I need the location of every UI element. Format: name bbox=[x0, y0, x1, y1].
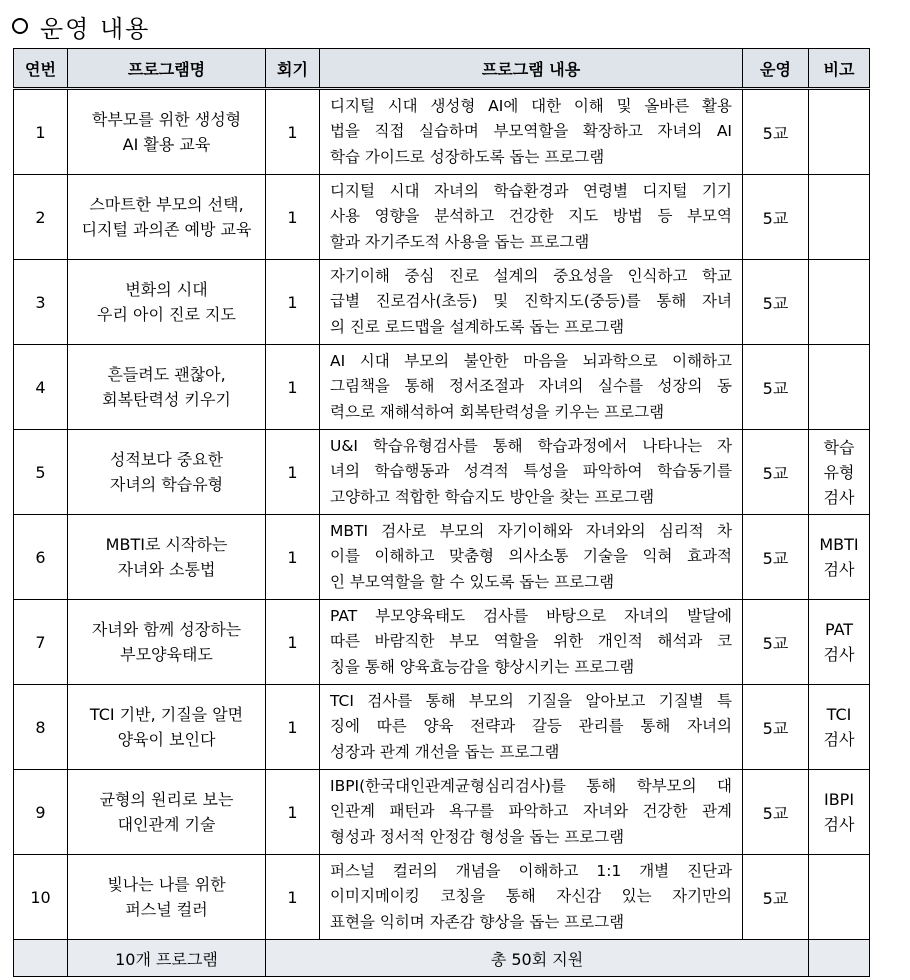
header-name: 프로그램명 bbox=[68, 49, 266, 89]
header-desc: 프로그램 내용 bbox=[320, 49, 743, 89]
table-row bbox=[14, 260, 870, 345]
program-name-line: TCI 기반, 기질을 알면 bbox=[89, 705, 244, 724]
note-line: 검사 bbox=[823, 730, 855, 749]
row-no: 8 bbox=[14, 685, 68, 770]
note-line: MBTI bbox=[819, 535, 859, 554]
footer-empty-note bbox=[809, 940, 870, 977]
row-round: 1 bbox=[266, 260, 320, 345]
program-desc-line: 이를 이해하고 맞춤형 의사소통 기술을 익혀 효과적 bbox=[330, 547, 732, 566]
row-note bbox=[809, 515, 870, 600]
row-note bbox=[809, 260, 870, 345]
table-body bbox=[14, 89, 870, 940]
row-round: 1 bbox=[266, 600, 320, 685]
table-header-row bbox=[14, 49, 870, 89]
row-round: 1 bbox=[266, 770, 320, 855]
program-desc-line: 따른 바람직한 부모 역할을 위한 개인적 해석과 코 bbox=[330, 632, 732, 651]
row-no: 5 bbox=[14, 430, 68, 515]
table-row bbox=[14, 345, 870, 430]
row-operation: 5교 bbox=[743, 600, 809, 685]
row-program-name bbox=[68, 515, 266, 600]
row-program-desc bbox=[320, 770, 743, 855]
note-line: 학습 bbox=[823, 437, 855, 457]
program-name-line: 변화의 시대 bbox=[125, 280, 208, 299]
table-footer-row bbox=[14, 940, 870, 977]
note-line: TCI bbox=[826, 705, 852, 724]
program-desc-line: 징에 따른 양육 전략과 갈등 관리를 통해 자녀의 bbox=[330, 717, 732, 736]
header-round: 회기 bbox=[266, 49, 320, 89]
program-desc-line: 표현을 익히며 자존감 향상을 돕는 프로그램 bbox=[330, 912, 625, 931]
row-note bbox=[809, 685, 870, 770]
program-desc-line: 의 진로 로드맵을 설계하도록 돕는 프로그램 bbox=[330, 317, 625, 336]
row-program-name bbox=[68, 685, 266, 770]
row-operation: 5교 bbox=[743, 515, 809, 600]
program-name-line: 디지털 과의존 예방 교육 bbox=[81, 220, 252, 239]
table-row bbox=[14, 685, 870, 770]
program-name-line: 균형의 원리로 보는 bbox=[99, 790, 234, 809]
table-row bbox=[14, 855, 870, 940]
row-program-name bbox=[68, 600, 266, 685]
row-no: 10 bbox=[14, 855, 68, 940]
table-row bbox=[14, 175, 870, 260]
program-name-line: 부모양육태도 bbox=[120, 645, 213, 664]
program-desc-line: 인관계 패턴과 욕구를 파악하고 자녀와 건강한 관계 bbox=[330, 802, 732, 821]
program-desc-line: PAT 부모양육태도 검사를 바탕으로 자녀의 발달에 bbox=[330, 606, 732, 625]
row-note bbox=[809, 600, 870, 685]
program-name-line: 성적보다 중요한 bbox=[109, 450, 224, 469]
row-round: 1 bbox=[266, 345, 320, 430]
row-program-desc bbox=[320, 430, 743, 515]
note-line: IBPI bbox=[823, 790, 855, 809]
program-desc-line: 그림책을 통해 정서조절과 자녀의 실수를 성장의 동 bbox=[330, 377, 732, 396]
program-desc-line: U&I 학습유형검사를 통해 학습과정에서 나타나는 자 bbox=[330, 436, 732, 455]
program-desc-line: 사용 영향을 분석하고 건강한 지도 방법 등 부모역 bbox=[330, 207, 732, 226]
program-desc-line: 퍼스널 컬러의 개념을 이해하고 1:1 개별 진단과 bbox=[330, 861, 732, 880]
row-round: 1 bbox=[266, 515, 320, 600]
table-row bbox=[14, 770, 870, 855]
row-no: 3 bbox=[14, 260, 68, 345]
row-program-name bbox=[68, 770, 266, 855]
footer-total: 총 50회 지원 bbox=[266, 940, 809, 977]
section-title bbox=[12, 8, 150, 44]
program-desc-line: 고양하고 적합한 학습지도 방안을 찾는 프로그램 bbox=[330, 487, 655, 506]
program-desc-line: 력으로 재해석하여 회복탄력성을 키우는 프로그램 bbox=[330, 402, 665, 421]
row-program-desc bbox=[320, 685, 743, 770]
row-note bbox=[809, 89, 870, 175]
program-name-line: MBTI로 시작하는 bbox=[105, 535, 228, 554]
program-desc-line: 법을 직접 실습하며 부모역할을 확장하고 자녀의 AI bbox=[330, 122, 732, 141]
row-program-name bbox=[68, 345, 266, 430]
program-desc-line: TCI 검사를 통해 부모의 기질을 알아보고 기질별 특 bbox=[330, 691, 732, 710]
program-desc-line: 디지털 시대 자녀의 학습환경과 연령별 디지털 기기 bbox=[330, 181, 732, 200]
program-name-line: 자녀와 소통법 bbox=[117, 560, 216, 579]
row-no: 6 bbox=[14, 515, 68, 600]
row-no: 7 bbox=[14, 600, 68, 685]
program-name-line: 양육이 보인다 bbox=[117, 730, 216, 749]
row-program-desc bbox=[320, 515, 743, 600]
program-name-line: 빛나는 나를 위한 bbox=[107, 875, 226, 894]
note-line: 검사 bbox=[823, 560, 855, 579]
note-line: 검사 bbox=[823, 487, 855, 507]
row-no: 9 bbox=[14, 770, 68, 855]
row-round: 1 bbox=[266, 175, 320, 260]
program-name-line: 퍼스널 컬러 bbox=[125, 900, 208, 919]
table-row bbox=[14, 430, 870, 515]
row-no: 4 bbox=[14, 345, 68, 430]
row-program-desc bbox=[320, 175, 743, 260]
program-desc-line: 칭을 통해 양육효능감을 향상시키는 프로그램 bbox=[330, 657, 635, 676]
program-desc-line: 성장과 관계 개선을 돕는 프로그램 bbox=[330, 742, 560, 761]
note-line: PAT bbox=[824, 620, 854, 639]
program-desc-line: 학습 가이드로 성장하도록 돕는 프로그램 bbox=[330, 147, 605, 166]
row-program-name bbox=[68, 89, 266, 175]
program-name-line: 흔들려도 괜찮아, bbox=[107, 365, 226, 384]
note-line: 검사 bbox=[823, 815, 855, 834]
table-row bbox=[14, 600, 870, 685]
header-note: 비고 bbox=[809, 49, 870, 89]
row-no: 2 bbox=[14, 175, 68, 260]
row-round: 1 bbox=[266, 430, 320, 515]
program-desc-line: 할과 자기주도적 사용을 돕는 프로그램 bbox=[330, 232, 590, 251]
circle-bullet-icon bbox=[12, 18, 28, 34]
row-operation: 5교 bbox=[743, 260, 809, 345]
row-operation: 5교 bbox=[743, 175, 809, 260]
row-note bbox=[809, 430, 870, 515]
row-program-name bbox=[68, 260, 266, 345]
section-title-text: 운영 내용 bbox=[40, 14, 151, 43]
program-desc-line: 급별 진로검사(초등) 및 진학지도(중등)를 통해 자녀 bbox=[330, 292, 732, 311]
row-operation: 5교 bbox=[743, 345, 809, 430]
program-name-line: AI 활용 교육 bbox=[122, 135, 211, 154]
row-operation: 5교 bbox=[743, 685, 809, 770]
program-name-line: 회복탄력성 키우기 bbox=[102, 390, 231, 409]
row-program-name bbox=[68, 430, 266, 515]
program-name-line: 대인관계 기술 bbox=[117, 815, 216, 834]
note-line: 검사 bbox=[823, 645, 855, 664]
row-no: 1 bbox=[14, 89, 68, 175]
footer-empty-no bbox=[14, 940, 68, 977]
program-name-line: 우리 아이 진로 지도 bbox=[97, 305, 236, 324]
program-name-line: 자녀의 학습유형 bbox=[109, 475, 224, 494]
row-operation: 5교 bbox=[743, 430, 809, 515]
row-program-desc bbox=[320, 89, 743, 175]
program-name-line: 학부모를 위한 생성형 bbox=[91, 110, 242, 129]
program-desc-line: AI 시대 부모의 불안한 마음을 뇌과학으로 이해하고 bbox=[330, 351, 732, 370]
row-note bbox=[809, 175, 870, 260]
row-operation: 5교 bbox=[743, 89, 809, 175]
program-desc-line: 인 부모역할을 할 수 있도록 돕는 프로그램 bbox=[330, 572, 615, 591]
note-line: 유형 bbox=[823, 462, 855, 482]
program-desc-line: IBPI(한국대인관계균형심리검사)를 통해 학부모의 대 bbox=[330, 776, 732, 795]
row-note bbox=[809, 345, 870, 430]
row-round: 1 bbox=[266, 855, 320, 940]
row-program-desc bbox=[320, 260, 743, 345]
row-round: 1 bbox=[266, 89, 320, 175]
program-desc-line: 녀의 학습행동과 성격적 특성을 파악하여 학습동기를 bbox=[330, 462, 732, 481]
row-operation: 5교 bbox=[743, 770, 809, 855]
program-desc-line: 이미지메이킹 코칭을 통해 자신감 있는 자기만의 bbox=[330, 887, 732, 906]
program-table bbox=[13, 48, 870, 977]
header-no: 연번 bbox=[14, 49, 68, 89]
row-note bbox=[809, 770, 870, 855]
program-name-line: 자녀와 함께 성장하는 bbox=[91, 620, 242, 639]
header-op: 운영 bbox=[743, 49, 809, 89]
program-desc-line: 형성과 정서적 안정감 형성을 돕는 프로그램 bbox=[330, 827, 625, 846]
row-program-desc bbox=[320, 345, 743, 430]
footer-programs: 10개 프로그램 bbox=[68, 940, 266, 977]
program-name-line: 스마트한 부모의 선택, bbox=[89, 195, 244, 214]
row-program-desc bbox=[320, 855, 743, 940]
row-program-desc bbox=[320, 600, 743, 685]
row-note bbox=[809, 855, 870, 940]
program-desc-line: MBTI 검사로 부모의 자기이해와 자녀와의 심리적 차 bbox=[330, 521, 732, 540]
table-row bbox=[14, 515, 870, 600]
table-row bbox=[14, 89, 870, 175]
row-program-name bbox=[68, 855, 266, 940]
row-operation: 5교 bbox=[743, 855, 809, 940]
row-program-name bbox=[68, 175, 266, 260]
program-desc-line: 디지털 시대 생성형 AI에 대한 이해 및 올바른 활용 bbox=[330, 96, 732, 115]
row-round: 1 bbox=[266, 685, 320, 770]
program-desc-line: 자기이해 중심 진로 설계의 중요성을 인식하고 학교 bbox=[330, 266, 732, 285]
